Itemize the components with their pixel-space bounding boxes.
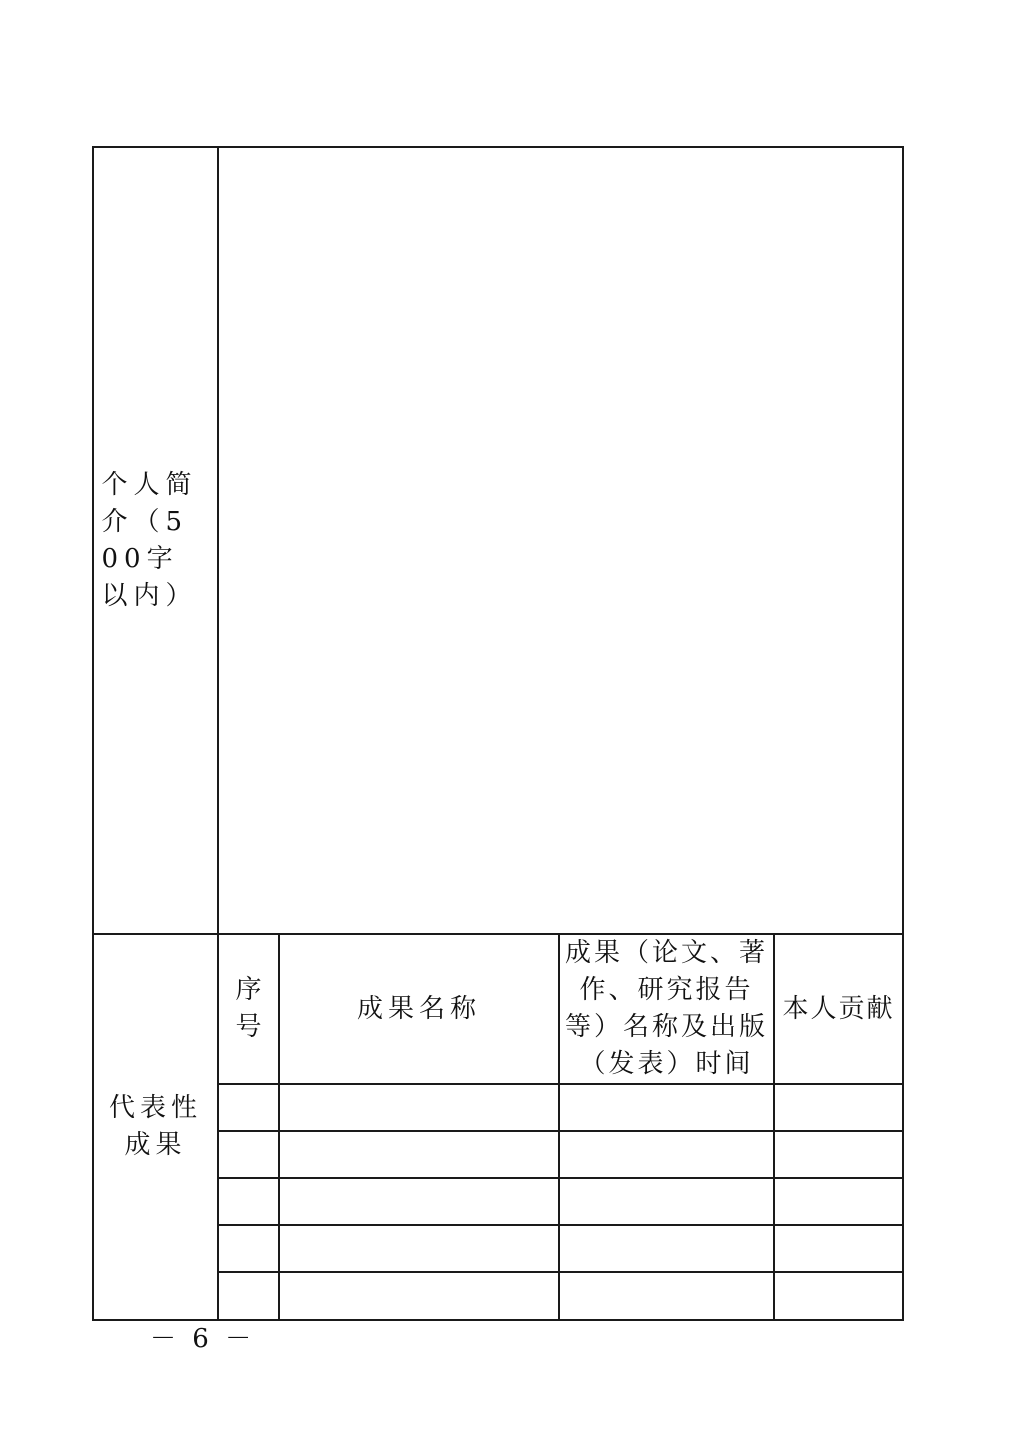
row-5-seq-cell[interactable] [218,1272,279,1320]
application-form-table [92,146,904,1321]
seq-header: 序号 [218,934,279,1084]
row-2-contribution-cell[interactable] [774,1131,903,1178]
pub-header: 成果（论文、著作、研究报告等）名称及出版（发表）时间 [559,934,774,1084]
row-5-contribution-cell[interactable] [774,1272,903,1320]
row-2-pub-cell[interactable] [559,1131,774,1178]
page-number: － 6 － [150,1324,256,1354]
achievements-label: 代表性成果 [108,1093,202,1160]
row-1-name-cell[interactable] [279,1084,559,1131]
profile-label-cell [93,147,218,934]
achievements-label-cell [93,934,218,1320]
row-4-pub-cell[interactable] [559,1225,774,1272]
row-3-name-cell[interactable] [279,1178,559,1225]
name-header: 成果名称 [279,934,559,1084]
row-2-name-cell[interactable] [279,1131,559,1178]
row-1-pub-cell[interactable] [559,1084,774,1131]
row-4-contribution-cell[interactable] [774,1225,903,1272]
row-5-name-cell[interactable] [279,1272,559,1320]
row-3-pub-cell[interactable] [559,1178,774,1225]
row-1-seq-cell[interactable] [218,1084,279,1131]
row-1-contribution-cell[interactable] [774,1084,903,1131]
achievements-header-row [93,934,903,1084]
row-2-seq-cell[interactable] [218,1131,279,1178]
row-4-seq-cell[interactable] [218,1225,279,1272]
row-3-contribution-cell[interactable] [774,1178,903,1225]
profile-label: 个人简介（500字以内） [101,469,198,611]
row-4-name-cell[interactable] [279,1225,559,1272]
profile-row [93,147,903,934]
row-5-pub-cell[interactable] [559,1272,774,1320]
row-3-seq-cell[interactable] [218,1178,279,1225]
profile-content-cell[interactable] [218,147,903,934]
contribution-header: 本人贡献 [774,934,903,1084]
